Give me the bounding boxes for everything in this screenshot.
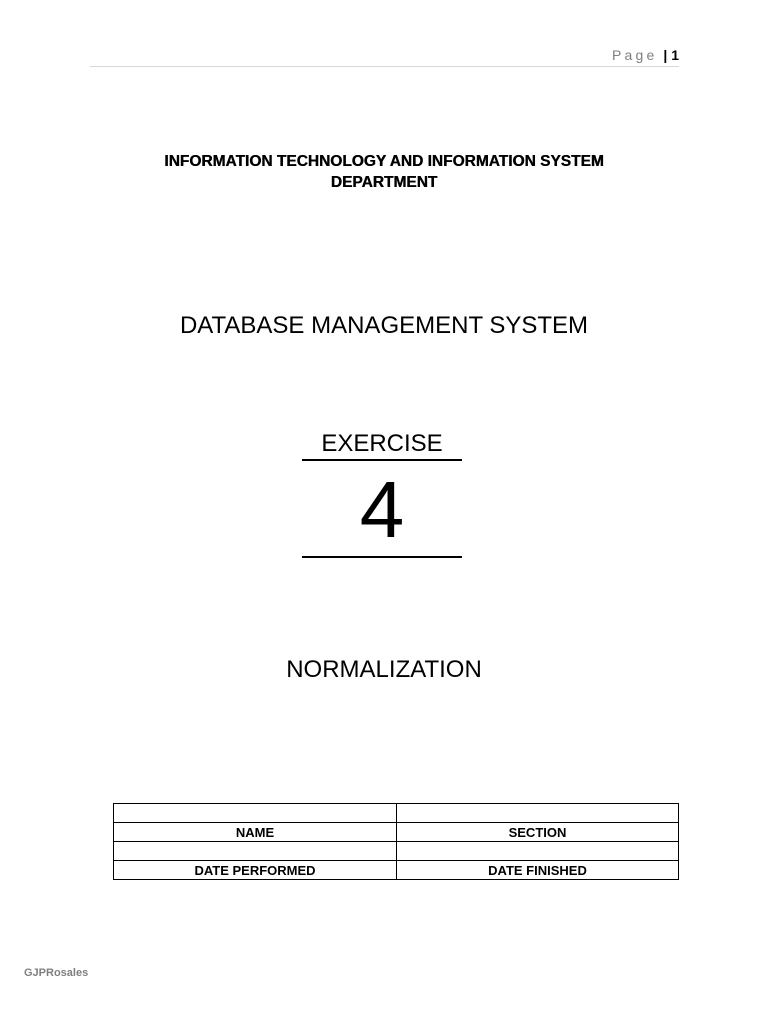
date-finished-label-cell: DATE FINISHED — [397, 861, 679, 880]
page-header — [90, 46, 679, 67]
page-number: 1 — [671, 47, 679, 63]
date-performed-value-cell — [114, 842, 397, 861]
department-title — [100, 151, 668, 193]
name-value-cell — [114, 804, 397, 823]
student-info-table — [113, 803, 679, 880]
table-row — [114, 804, 679, 823]
table-row — [114, 823, 679, 842]
page-word: Page — [612, 47, 658, 63]
author-footer: GJPRosales — [24, 967, 89, 979]
department-title-line-1: INFORMATION TECHNOLOGY AND INFORMATION SYSTEM — [164, 153, 604, 170]
date-performed-label-cell: DATE PERFORMED — [114, 861, 397, 880]
section-value-cell — [397, 804, 679, 823]
exercise-rule-top — [302, 459, 462, 461]
section-label-cell: SECTION — [397, 823, 679, 842]
department-title-line-2: DEPARTMENT — [330, 174, 438, 191]
topic-title: NORMALIZATION — [286, 656, 482, 683]
exercise-rule-bottom — [302, 556, 462, 558]
exercise-number: 4 — [359, 465, 405, 554]
exercise-label: EXERCISE — [321, 430, 443, 457]
course-title: DATABASE MANAGEMENT SYSTEM — [179, 312, 589, 339]
page-number-label — [612, 47, 679, 63]
date-finished-value-cell — [397, 842, 679, 861]
name-label-cell: NAME — [114, 823, 397, 842]
page-separator: | — [663, 47, 668, 63]
table-row — [114, 861, 679, 880]
table-row — [114, 842, 679, 861]
